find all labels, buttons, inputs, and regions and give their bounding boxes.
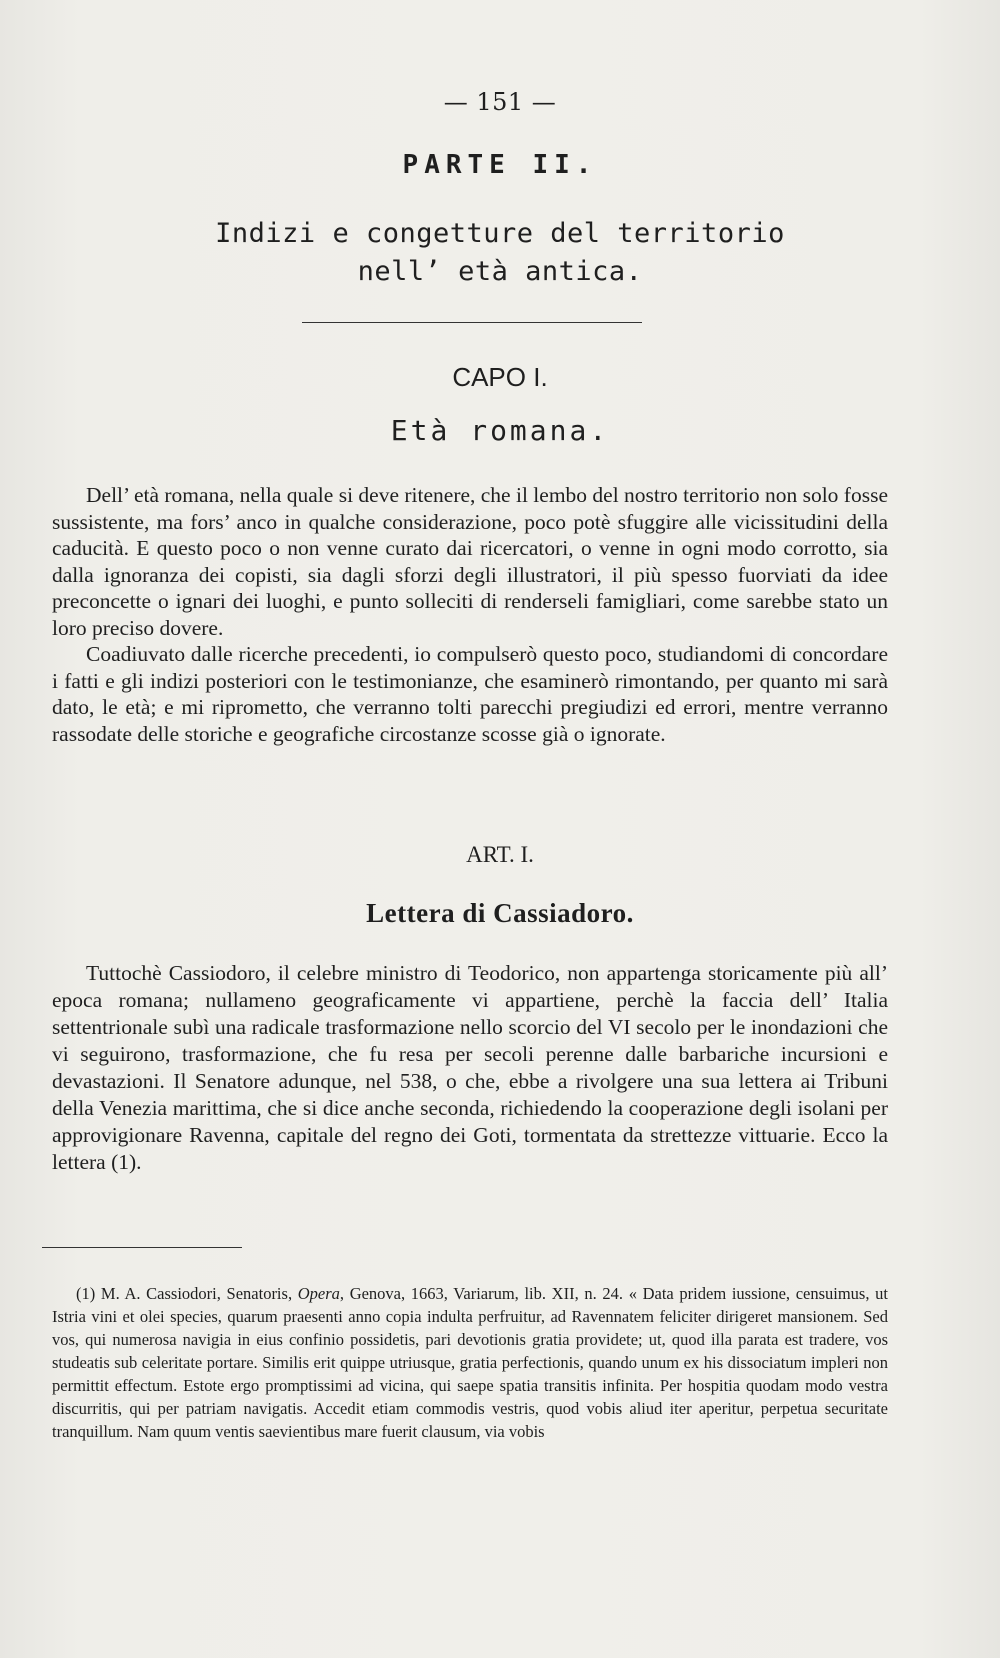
page-number: — 151 —	[443, 88, 557, 116]
footnote-work-title: Opera	[297, 1284, 340, 1303]
title-divider	[302, 322, 642, 323]
section-title-line-1: Indizi e congetture del territorio	[215, 218, 785, 249]
article-label: ART. I.	[466, 842, 534, 867]
section-title-line-2: nell’ età antica.	[357, 256, 643, 287]
footnote	[52, 1282, 888, 1443]
footnote-citation: (1) M. A. Cassiodori, Senatoris,	[76, 1284, 298, 1303]
paragraph: Tuttochè Cassiodoro, il celebre ministro di Teodorico, non appartenga storicamente più all’ epoca romana; nullameno geograficamente vi appartiene, perchè la faccia dell’ Italia settentrionale subì una radicale trasformazione nello scorcio del VI secolo per le inondazioni che vi seguirono, trasformazione, che fu resa per secoli perenne dalle barbariche incursioni e devastazioni. Il Senatore adunque, nel 538, o che, ebbe a rivolgere una sua lettera ai Tribuni della Venezia marittima, che si dice anche seconda, richiedendo la cooperazione degli isolani per approvigionare Ravenna, capitale del regno dei Goti, tormentata da strettezze vittuarie. Ecco la lettera (1).	[52, 961, 888, 1174]
part-title: PARTE II.	[402, 150, 598, 180]
footnote-quote: , Genova, 1663, Variarum, lib. XII, n. 24. « Data pridem iussione, censuimus, ut Istria vini et olei species, quarum praesenti anno copia indulta perfruitur, ad Ravennatem feliciter dirigeret mansionem. Sed vos, qui numerosa navigia in eius confinio possidetis, pari devotionis gratia providete; ut, quod illa parata est tradere, vos studeatis sub celeritate portare. Similis erit quippe utriusque, gratia perfectionis, quando unum ex his dissociatum impleri non permittit effectum. Estote ergo promptissimi ad vicina, qui saepe spatia transitis infinita. Per hospitia quodam modo vestra discurritis, qui per patriam navigatis. Accedit etiam commodis vestris, quod vobis aliud iter aperitur, perpetua securitate tranquillum. Nam quum ventis saevientibus mare fuerit clausum, via vobis	[52, 1284, 888, 1441]
footnote-divider	[42, 1247, 242, 1248]
footnote-text	[52, 1282, 888, 1443]
article-title: Lettera di Cassiadoro.	[366, 898, 634, 928]
article-text	[52, 960, 888, 1176]
chapter-intro-text	[52, 482, 888, 747]
paragraph: Coadiuvato dalle ricerche precedenti, io compulserò questo poco, studiandomi di concordare i fatti e gli indizi posteriori con le testimonianze, che esaminerò rimontando, per quanto mi sarà dato, le età; e mi riprometto, che verranno tolti parecchi pregiudizi ed errori, mentre verranno rassodate delle storiche e geografiche circostanze scosse già o ignorate.	[52, 642, 888, 746]
paragraph: Dell’ età romana, nella quale si deve ritenere, che il lembo del nostro territorio non solo fosse sussistente, ma fors’ anco in qualche considerazione, poco potè sfuggire alle vicissitudini della caducità. E questo poco o non venne curato dai ricercatori, o venne in ogni modo corrotto, sia dalla ignoranza dei copisti, sia dagli sforzi degli illustratori, il più spesso fuorviati da idee preconcette o ignari dei luoghi, e punto solleciti di renderseli famigliari, come sarebbe stato un loro preciso dovere.	[52, 483, 888, 640]
chapter-title: Età romana.	[390, 414, 610, 447]
chapter-label: CAPO I.	[452, 362, 548, 392]
